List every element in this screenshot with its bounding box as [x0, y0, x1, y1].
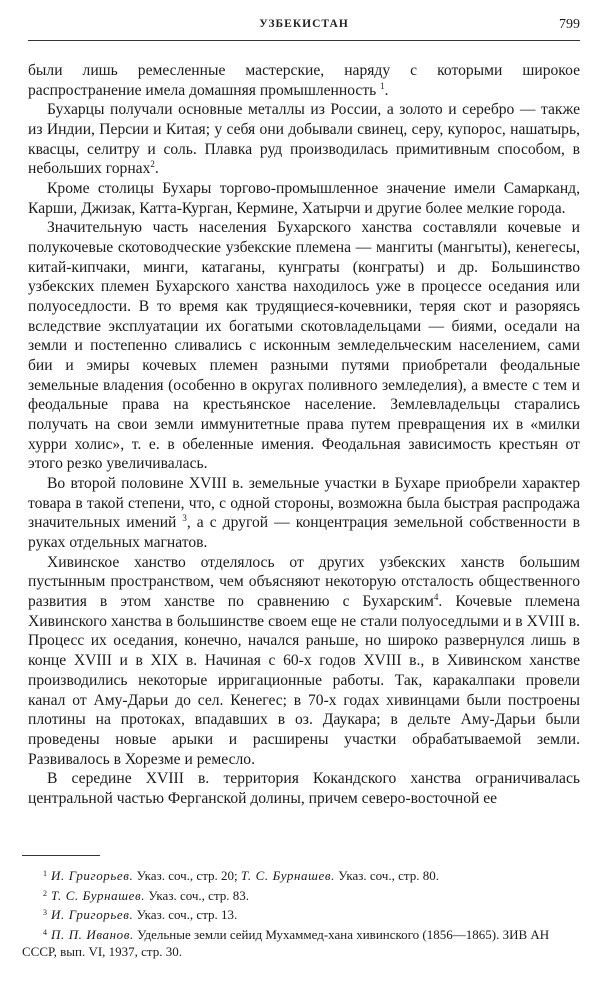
paragraph-text: .: [384, 81, 389, 99]
footnote-mark: 1: [43, 869, 47, 878]
paragraph-text: , а с другой — концентрация земельной собственности в руках отдельных магнатов.: [28, 514, 580, 552]
footnote-author: И. Григорьев.: [51, 907, 134, 922]
footnote: [22, 885, 582, 905]
running-head: [28, 16, 580, 38]
footnote-author: Т. С. Бурнашев.: [51, 887, 146, 903]
page-number: 799: [559, 17, 580, 32]
footnote-author: И. Григорьев.: [51, 868, 134, 883]
footnote: [22, 924, 582, 961]
footnote-ref[interactable]: 3: [182, 513, 187, 524]
footnote-text: Указ. соч., стр. 13.: [133, 907, 238, 922]
header-rule: [28, 40, 580, 41]
paragraph-text: .: [154, 160, 159, 178]
paragraph-text: Кроме столицы Бухары торгово-промышленное значение имели Самарканд, Карши, Джизак, Катта-Курган, Кермине, Хатырчи и другие более мелкие города.: [28, 180, 580, 217]
paragraph-text: В середине XVIII в. территория Кокандского ханства ограничивалась центральной частью Ферганской долины, причем северо-восточной ее: [28, 770, 580, 807]
footnote: [22, 865, 582, 885]
footnote-mark: 3: [43, 908, 47, 917]
paragraph-text: Во второй половине XVIII в. земельные участки в Бухаре приобрели характер товара в такой степени, что, с одной стороны, возможна была быстрая распродажа значительных имений: [28, 475, 580, 532]
running-title: УЗБЕКИСТАН: [259, 18, 349, 30]
paragraph-text: Хивинское ханство отделялось от других узбекских ханств большим пустынным пространством, чем объясняют некоторую отсталость общественного развития в этом ханстве по сравнению с Бухарским: [28, 553, 580, 611]
footnote-text: Указ. соч., стр. 83.: [145, 887, 250, 903]
footnote-ref[interactable]: 2: [150, 159, 155, 170]
footnote: [22, 904, 582, 924]
footnote-mark: 2: [43, 888, 47, 898]
paragraph: [28, 769, 580, 808]
paragraph: [28, 218, 580, 474]
paragraph: [28, 100, 580, 179]
body-text: [28, 61, 580, 809]
footnote-author: П. П. Иванов.: [51, 926, 134, 942]
footnote-text: Удельные земли сейид Мухаммед-хана хивинского (1856—1865). ЗИВ АН СССР, вып. VI, 1937, стр. 30.: [22, 926, 550, 959]
footnote-text: Указ. соч., стр. 80.: [335, 868, 439, 883]
paragraph: [28, 179, 580, 218]
footnote-author: Т. С. Бурнашев.: [240, 868, 336, 883]
paragraph-text: были лишь ремесленные мастерские, наряду с которыми широкое распространение имела домашняя промышленность: [28, 62, 580, 99]
paragraph: [28, 61, 580, 100]
paragraph-text: Бухарцы получали основные металлы из России, а золото и серебро — также из Индии, Персии и Китая; у себя они добывали свинец, серу, купорос, нашатырь, квасцы, селитру и соль. Плавка руд производилась примитивным способом, в небольших горнах: [28, 101, 580, 178]
paragraph-text: . Кочевые племена Хивинского ханства в большинстве своем еще не стали полуоседлыми и в XVIII в. Процесс их оседания, конечно, начался раньше, но широко развернулся лишь в конце XVIII и в XIX в. Начиная с 60-х годов XVIII в., в Хивинском ханстве производились некоторые ирригационные работы. Так, каракалпаки провели канал от Аму-Дарьи до сел. Кенегес; в 70-х годах хивинцами были построены плотины на протоках, впадавших в оз. Даукара; в дельте Аму-Дарьи были проведены новые арыки и расширены участки обрабатываемой земли. Развивалось в Хорезме и ремесло.: [28, 593, 580, 768]
footnotes: [22, 865, 582, 961]
footnote-mark: 4: [43, 927, 47, 937]
footnote-ref[interactable]: 1: [380, 80, 385, 91]
paragraph-text: Значительную часть населения Бухарского ханства составляли кочевые и полукочевые скотоводческие узбекские племена — мангиты (мангыты), кенегесы, китай-кипчаки, минги, катаганы, кунграты (конграты) и др. Большинство узбекских племен Бухарского ханства находилось уже в процессе оседания или полуоседлости. В то время как трудящиеся-кочевники, теряя скот и разоряясь вследствие эксплуатации их богатыми скотовладельцами — биями, оседали на земли и постепенно сливались с исконным земледельческим населением, сами бии и эмиры кочевых племен разными путями приобретали феодальные земельные владения (особенно в округах поливного земледелия), а вместе с тем и феодальные права на крестьянское население. Землевладельцы старались получать на свои земли иммунитетные права путем превращения их в «милки хурри холис», т. е. в обеленные имения. Феодальная зависимость крестьян от этого резко увеличивалась.: [28, 219, 580, 473]
paragraph: [28, 474, 580, 553]
footnote-text: Указ. соч., стр. 20;: [133, 868, 241, 883]
footnote-ref[interactable]: 4: [433, 592, 439, 603]
footnote-rule: [22, 855, 100, 856]
paragraph: [28, 553, 580, 769]
